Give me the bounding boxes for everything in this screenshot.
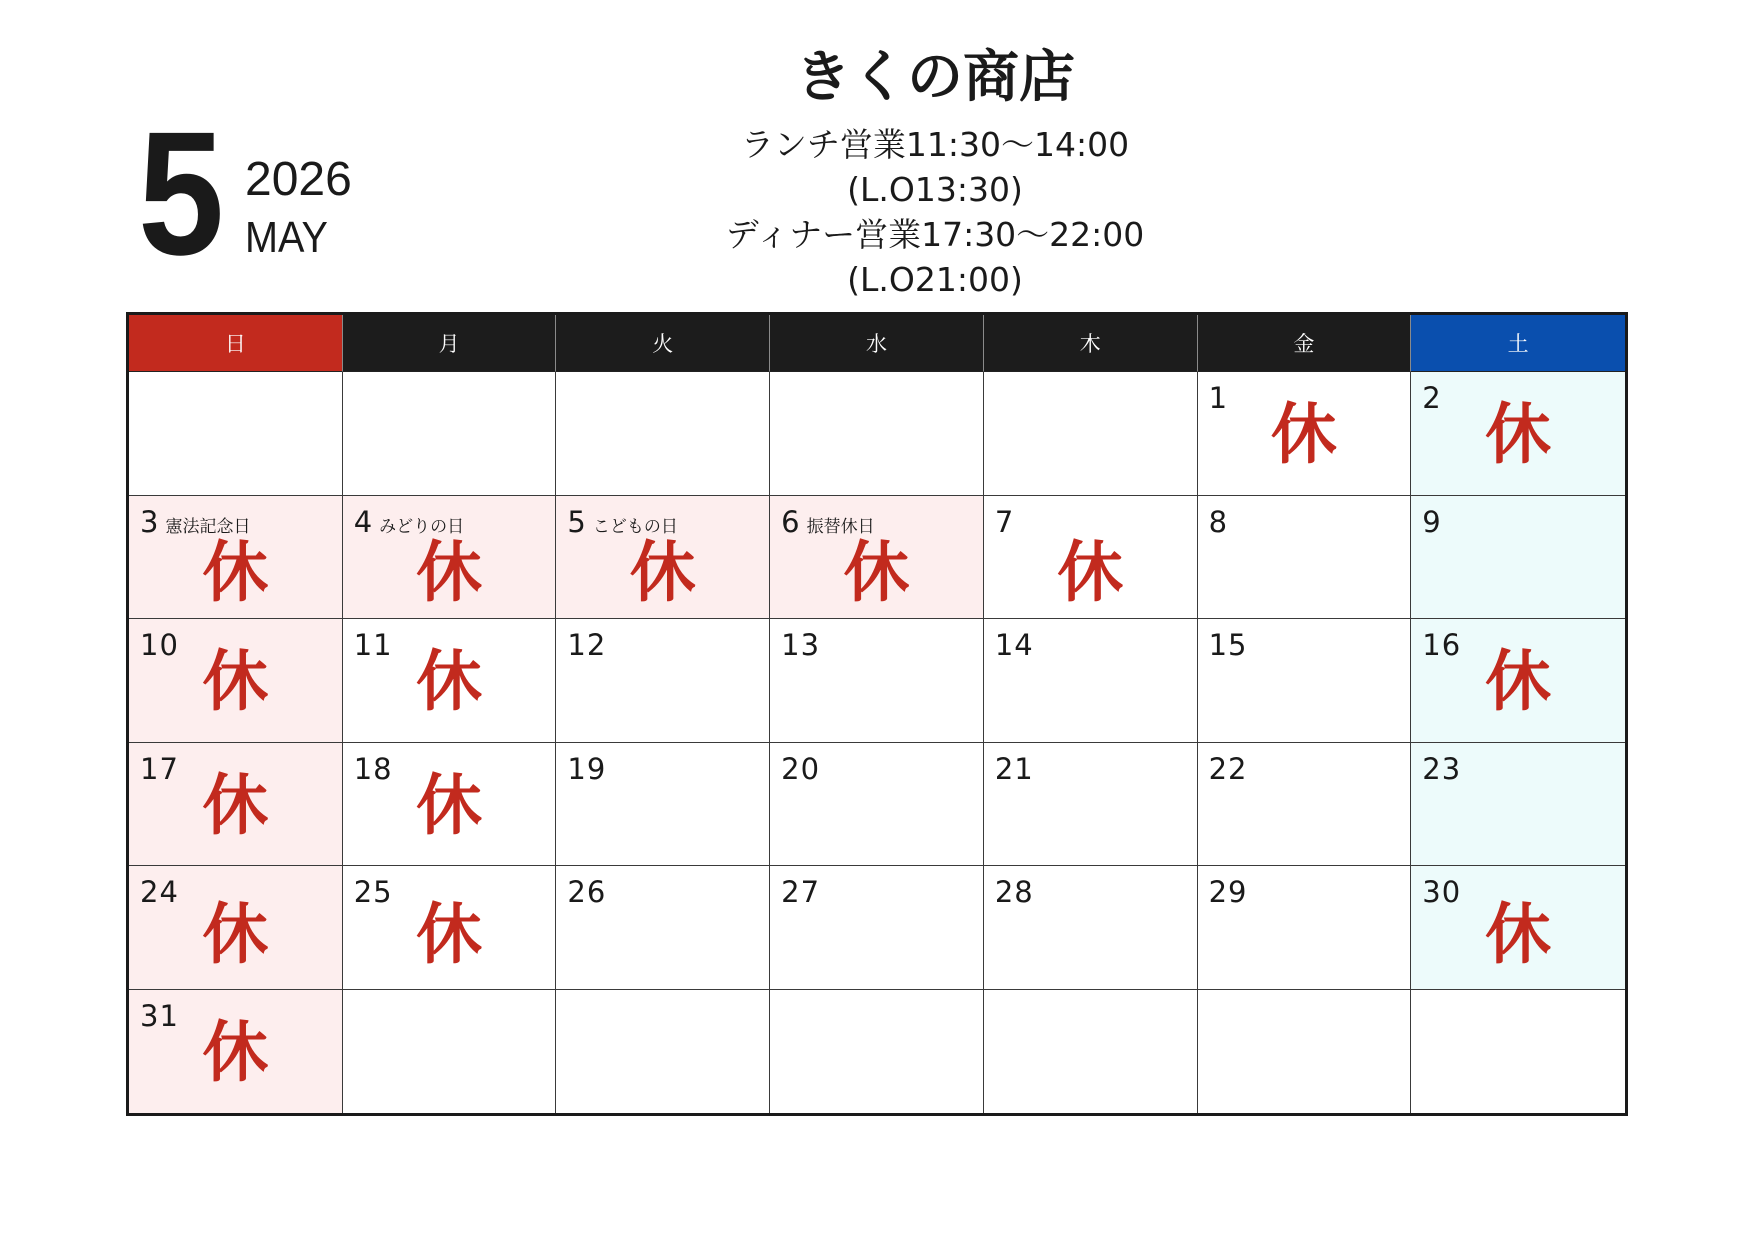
day-number: 29	[1208, 875, 1248, 909]
empty-cell	[556, 372, 770, 496]
day-cell	[1411, 372, 1625, 496]
day-cell	[129, 990, 343, 1114]
lunch-hours: ランチ営業11:30〜14:00	[740, 125, 1130, 164]
day-number: 25	[353, 875, 393, 909]
day-cell	[1411, 743, 1625, 867]
closed-mark: 休	[629, 533, 696, 611]
empty-cell	[1198, 990, 1412, 1114]
closed-mark: 休	[416, 643, 483, 720]
day-cell	[343, 866, 557, 990]
day-number: 2	[1422, 381, 1442, 415]
day-number: 1	[1208, 381, 1229, 415]
day-number: 21	[994, 751, 1034, 786]
empty-cell	[770, 372, 984, 496]
day-cell	[1411, 496, 1625, 620]
day-number: 6	[781, 504, 801, 539]
day-cell	[343, 619, 557, 743]
day-number: 4	[353, 504, 374, 539]
weekday-header-mon: 月	[343, 315, 557, 372]
closed-mark: 休	[202, 1013, 269, 1091]
closed-mark: 休	[1485, 396, 1552, 473]
day-number: 26	[567, 875, 607, 909]
empty-cell	[1411, 990, 1625, 1114]
day-cell	[129, 619, 343, 743]
day-cell	[556, 496, 770, 620]
closed-mark: 休	[843, 533, 910, 611]
business-hours	[635, 122, 1235, 302]
day-cell	[129, 743, 343, 867]
day-cell	[1198, 372, 1412, 496]
day-cell	[556, 866, 770, 990]
weekday-header-fri: 金	[1198, 315, 1412, 372]
closed-mark: 休	[416, 766, 483, 844]
day-cell	[1198, 866, 1412, 990]
day-cell	[770, 496, 984, 620]
day-number: 13	[781, 628, 821, 662]
day-cell	[770, 619, 984, 743]
weekday-header-sat: 土	[1411, 315, 1625, 372]
day-number: 8	[1208, 504, 1229, 539]
day-number: 11	[353, 628, 393, 662]
day-number: 12	[567, 628, 607, 662]
day-cell	[984, 619, 1198, 743]
weekday-header-wed: 水	[770, 315, 984, 372]
day-number: 28	[994, 875, 1034, 909]
lunch-last-order: (L.O13:30)	[847, 170, 1023, 209]
day-number: 7	[994, 504, 1015, 539]
day-number: 18	[353, 751, 393, 786]
empty-cell	[984, 372, 1198, 496]
day-number: 20	[781, 751, 821, 786]
empty-cell	[984, 990, 1198, 1114]
day-number: 10	[140, 628, 179, 662]
closed-mark: 休	[1485, 896, 1552, 973]
closed-mark: 休	[1057, 533, 1124, 611]
day-number: 27	[781, 875, 821, 909]
calendar-grid	[126, 312, 1628, 1116]
closed-mark: 休	[416, 896, 483, 973]
shop-name: きくの商店	[795, 45, 1075, 110]
day-cell	[129, 496, 343, 620]
empty-cell	[556, 990, 770, 1114]
day-cell	[770, 866, 984, 990]
day-cell	[1198, 496, 1412, 620]
empty-cell	[343, 990, 557, 1114]
dinner-last-order: (L.O21:00)	[847, 260, 1023, 299]
day-cell	[1411, 866, 1625, 990]
weekday-header-sun: 日	[129, 315, 343, 372]
holiday-name: 振替休日	[806, 516, 875, 537]
day-number: 16	[1422, 628, 1462, 662]
day-cell	[984, 496, 1198, 620]
day-number: 5	[567, 504, 587, 539]
day-cell	[1198, 619, 1412, 743]
day-cell	[984, 866, 1198, 990]
day-number: 19	[567, 751, 607, 786]
weekday-header-thu: 木	[984, 315, 1198, 372]
dinner-hours: ディナー営業17:30〜22:00	[725, 215, 1145, 254]
day-cell	[984, 743, 1198, 867]
day-number: 3	[140, 504, 160, 539]
closed-mark: 休	[202, 896, 269, 973]
empty-cell	[770, 990, 984, 1114]
holiday-name: みどりの日	[379, 516, 465, 537]
day-cell	[1198, 743, 1412, 867]
day-cell	[1411, 619, 1625, 743]
day-number: 17	[140, 751, 179, 786]
holiday-name: 憲法記念日	[165, 516, 251, 537]
day-number: 15	[1208, 628, 1248, 662]
closed-mark: 休	[1485, 643, 1552, 720]
empty-cell	[129, 372, 343, 496]
closed-mark: 休	[416, 533, 483, 611]
day-number: 30	[1422, 875, 1462, 909]
holiday-name: こどもの日	[592, 516, 678, 537]
year: 2026	[245, 153, 352, 206]
day-number: 23	[1422, 751, 1462, 786]
closed-mark: 休	[202, 766, 269, 844]
month-name: MAY	[245, 213, 328, 262]
day-number: 9	[1422, 504, 1442, 539]
day-number: 22	[1208, 751, 1248, 786]
month-number: 5	[138, 96, 225, 292]
empty-cell	[343, 372, 557, 496]
day-cell	[129, 866, 343, 990]
day-number: 31	[140, 998, 179, 1033]
weekday-header-tue: 火	[556, 315, 770, 372]
day-cell	[343, 743, 557, 867]
closed-mark: 休	[1270, 396, 1337, 473]
shop-info	[635, 46, 1235, 302]
day-cell	[770, 743, 984, 867]
closed-mark: 休	[202, 643, 269, 720]
day-cell	[343, 496, 557, 620]
day-cell	[556, 619, 770, 743]
closed-mark: 休	[202, 533, 269, 611]
day-number: 14	[994, 628, 1034, 662]
day-number: 24	[140, 875, 179, 909]
day-cell	[556, 743, 770, 867]
